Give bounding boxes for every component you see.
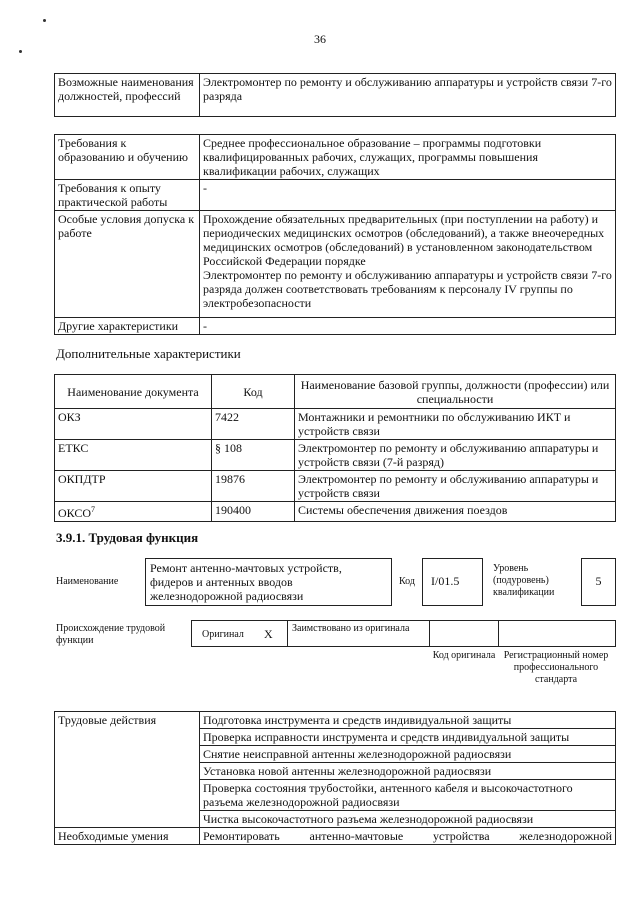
row-doc: ОКЗ — [55, 409, 212, 440]
req-conditions-label: Особые условия допуска к работе — [55, 211, 200, 318]
row-code: 7422 — [212, 409, 295, 440]
table-row — [55, 502, 616, 522]
header-document: Наименование документа — [55, 375, 212, 409]
original-mark: X — [264, 627, 273, 641]
row-code: 19876 — [212, 471, 295, 502]
actions-label: Трудовые действия — [55, 712, 200, 828]
header-name: Наименование базовой группы, должности (профессии) или специальности — [295, 375, 616, 409]
action-item: Снятие неисправной антенны железнодорожной радиосвязи — [200, 746, 616, 763]
additional-table — [54, 374, 616, 522]
page-number: 36 — [314, 32, 326, 46]
action-item: Проверка состояния трубостойки, антенного кабеля и высокочастотного разъема железнодорожной радиосвязи — [200, 780, 616, 811]
scan-mark — [43, 19, 46, 22]
req-education-value: Среднее профессиональное образование – программы подготовки квалифицированных рабочих, служащих, программы повышения квалификации рабочих, служащих — [200, 135, 616, 180]
scan-mark — [19, 50, 22, 53]
action-item: Подготовка инструмента и средств индивидуальной защиты — [200, 712, 616, 729]
code-original-label: Код оригинала — [432, 650, 496, 661]
additional-title: Дополнительные характеристики — [56, 346, 241, 361]
header-code: Код — [212, 375, 295, 409]
row-doc: ОКПДТР — [55, 471, 212, 502]
original-label: Оригинал — [202, 629, 244, 640]
req-education-label: Требования к образованию и обучению — [55, 135, 200, 180]
profession-table — [54, 73, 616, 117]
row-name: Электромонтер по ремонту и обслуживанию аппаратуры и устройств связи (7-й разряд) — [295, 440, 616, 471]
req-other-label: Другие характеристики — [55, 318, 200, 335]
requirements-table — [54, 134, 616, 335]
row-code: § 108 — [212, 440, 295, 471]
req-conditions-safety: Электромонтер по ремонту и обслуживанию аппаратуры и устройств связи 7-го разряда должен соответствовать требованиям к персоналу IV группы по электробезопасности — [203, 268, 612, 310]
table-row — [55, 409, 616, 440]
profession-label: Возможные наименования должностей, профессий — [55, 74, 200, 117]
divider — [429, 621, 430, 646]
skill-item: Ремонтировать антенно-мачтовые устройства железнодорожной — [200, 828, 616, 845]
table-row — [55, 471, 616, 502]
action-item: Проверка исправности инструмента и средств индивидуальной защиты — [200, 729, 616, 746]
req-experience-label: Требования к опыту практической работы — [55, 180, 200, 211]
req-experience-value: - — [200, 180, 616, 211]
function-code-value: I/01.5 — [422, 558, 483, 606]
row-doc-text: ОКСО — [58, 506, 92, 520]
origin-label: Происхождение трудовой функции — [56, 623, 166, 646]
borrowed-label: Заимствовано из оригинала — [292, 623, 410, 634]
divider — [498, 621, 499, 646]
function-code-label: Код — [399, 576, 415, 587]
function-name-value: Ремонт антенно-мачтовых устройств, фидеров и антенных вводов железнодорожной радиосвязи — [145, 558, 392, 606]
row-code: 190400 — [212, 502, 295, 522]
skills-label: Необходимые умения — [55, 828, 200, 845]
row-name: Системы обеспечения движения поездов — [295, 502, 616, 522]
row-name: Электромонтер по ремонту и обслуживанию аппаратуры и устройств связи — [295, 471, 616, 502]
divider — [287, 621, 288, 646]
profession-value: Электромонтер по ремонту и обслуживанию аппаратуры и устройств связи 7-го разряда — [200, 74, 616, 117]
origin-grid — [191, 620, 616, 647]
row-doc — [55, 502, 212, 522]
function-level-label: Уровень (подуровень) квалификации — [493, 563, 555, 598]
function-heading: 3.9.1. Трудовая функция — [56, 530, 199, 545]
footnote-marker: 7 — [91, 505, 96, 514]
req-conditions-value — [200, 211, 616, 318]
req-conditions-medical: Прохождение обязательных предварительных (при поступлении на работу) и периодических медицинских осмотров (обследований), а также внеочередных медицинских осмотров (обследований) в установленном законодательством Российской Федерации порядке — [203, 212, 605, 268]
reg-number-label: Регистрационный номер профессионального стандарта — [503, 650, 609, 685]
table-row — [55, 440, 616, 471]
row-name: Монтажники и ремонтники по обслуживанию ИКТ и устройств связи — [295, 409, 616, 440]
actions-table — [54, 711, 616, 845]
row-doc: ЕТКС — [55, 440, 212, 471]
action-item: Установка новой антенны железнодорожной радиосвязи — [200, 763, 616, 780]
function-level-value: 5 — [581, 558, 616, 606]
action-item: Чистка высокочастотного разъема железнодорожной радиосвязи — [200, 811, 616, 828]
req-other-value: - — [200, 318, 616, 335]
function-name-label: Наименование — [56, 576, 119, 587]
